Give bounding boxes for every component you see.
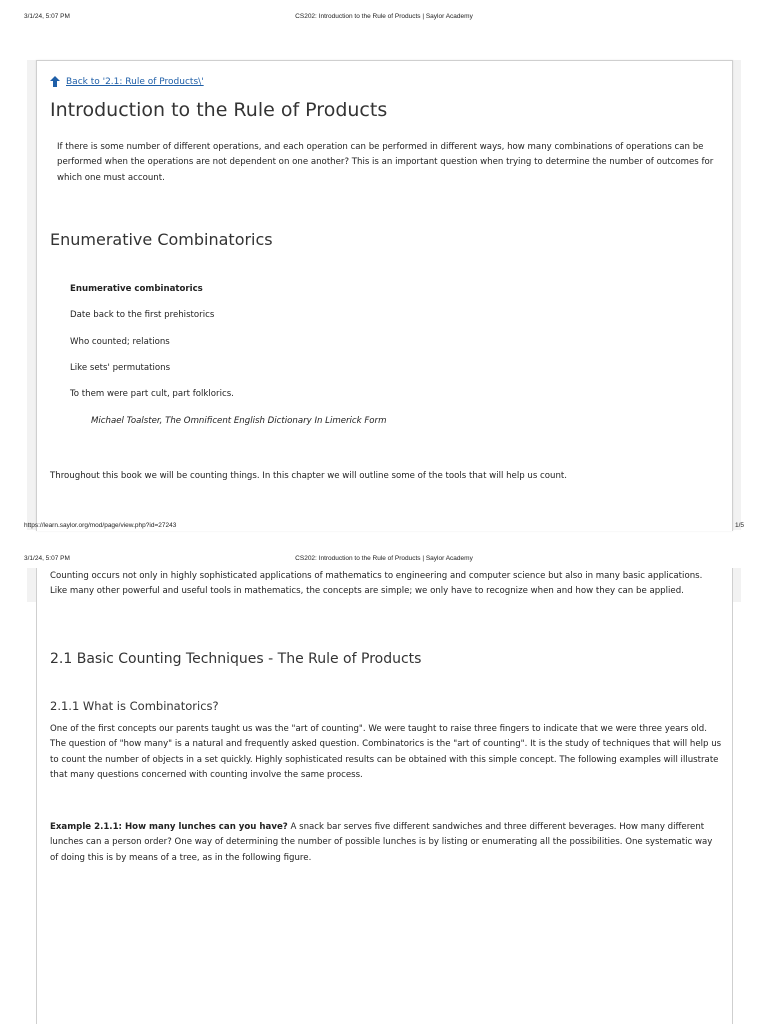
back-link[interactable] (50, 76, 204, 87)
arrow-up-icon (50, 76, 60, 87)
section-heading: Enumerative Combinatorics (50, 230, 273, 249)
print-doc-title: CS202: Introduction to the Rule of Products | Saylor Academy (295, 555, 473, 562)
back-link-label: Back to '2.1: Rule of Products\' (66, 76, 204, 87)
content-card (36, 60, 733, 531)
quote-attribution: Michael Toalster, The Omnificent English Dictionary In Limerick Form (91, 416, 387, 426)
print-page-2 (0, 548, 768, 1024)
subsection-heading: 2.1 Basic Counting Techniques - The Rule of Products (50, 651, 422, 667)
limerick-line: To them were part cult, part folklorics. (70, 389, 234, 399)
example-text: A snack bar serves five different sandwiches and three different beverages. How many different lunches can a person order? One way of determining the number of possible lunches is by listing or enumerating all the possibilities. One systematic way of doing this is by means of a tree, as in the following figure. (50, 822, 713, 863)
continuation-paragraph: Counting occurs not only in highly sophisticated applications of mathematics to engineering and computer science but also in many basic applications. Like many other powerful and useful tools in mathematics, the concepts are simple; we only have to recognize when and how they can be applied. (50, 571, 703, 597)
print-date: 3/1/24, 5:07 PM (24, 13, 70, 20)
intro-paragraph: If there is some number of different operations, and each operation can be performed in different ways, how many combinations of operations can be performed when the operations are not dependent on one another? This is an important question when trying to determine the number of outcomes for which one must account. (57, 142, 714, 183)
print-date: 3/1/24, 5:07 PM (24, 555, 70, 562)
limerick-line: Who counted; relations (70, 337, 170, 347)
print-footer (0, 522, 768, 536)
print-doc-title: CS202: Introduction to the Rule of Products | Saylor Academy (295, 13, 473, 20)
limerick-line: Date back to the first prehistorics (70, 310, 215, 320)
subsubsection-heading: 2.1.1 What is Combinatorics? (50, 699, 219, 713)
body-paragraph: Throughout this book we will be counting things. In this chapter we will outline some of the tools that will help us count. (50, 471, 568, 481)
print-page-number: 1/5 (734, 522, 744, 529)
example-paragraph (50, 820, 722, 866)
content-card (36, 568, 733, 1024)
example-label: Example 2.1.1: How many lunches can you have? (50, 822, 288, 832)
combinatorics-paragraph: One of the first concepts our parents taught us was the "art of counting". We were taught to raise three fingers to indicate that we were three years old. The question of "how many" is a natural and frequently asked question. Combinatorics is the "art of counting". It is the study of techniques that will help us to count the number of objects in a set quickly. Highly sophisticated results can be obtained with this simple concept. The following examples will illustrate that many questions concerned with counting involve the same process. (50, 724, 722, 780)
print-header (0, 555, 768, 569)
page-title: Introduction to the Rule of Products (50, 99, 388, 121)
limerick-line: Enumerative combinatorics (70, 284, 203, 294)
print-url: https://learn.saylor.org/mod/page/view.php?id=27243 (24, 522, 177, 529)
print-header (0, 13, 768, 27)
limerick-line: Like sets' permutations (70, 363, 171, 373)
